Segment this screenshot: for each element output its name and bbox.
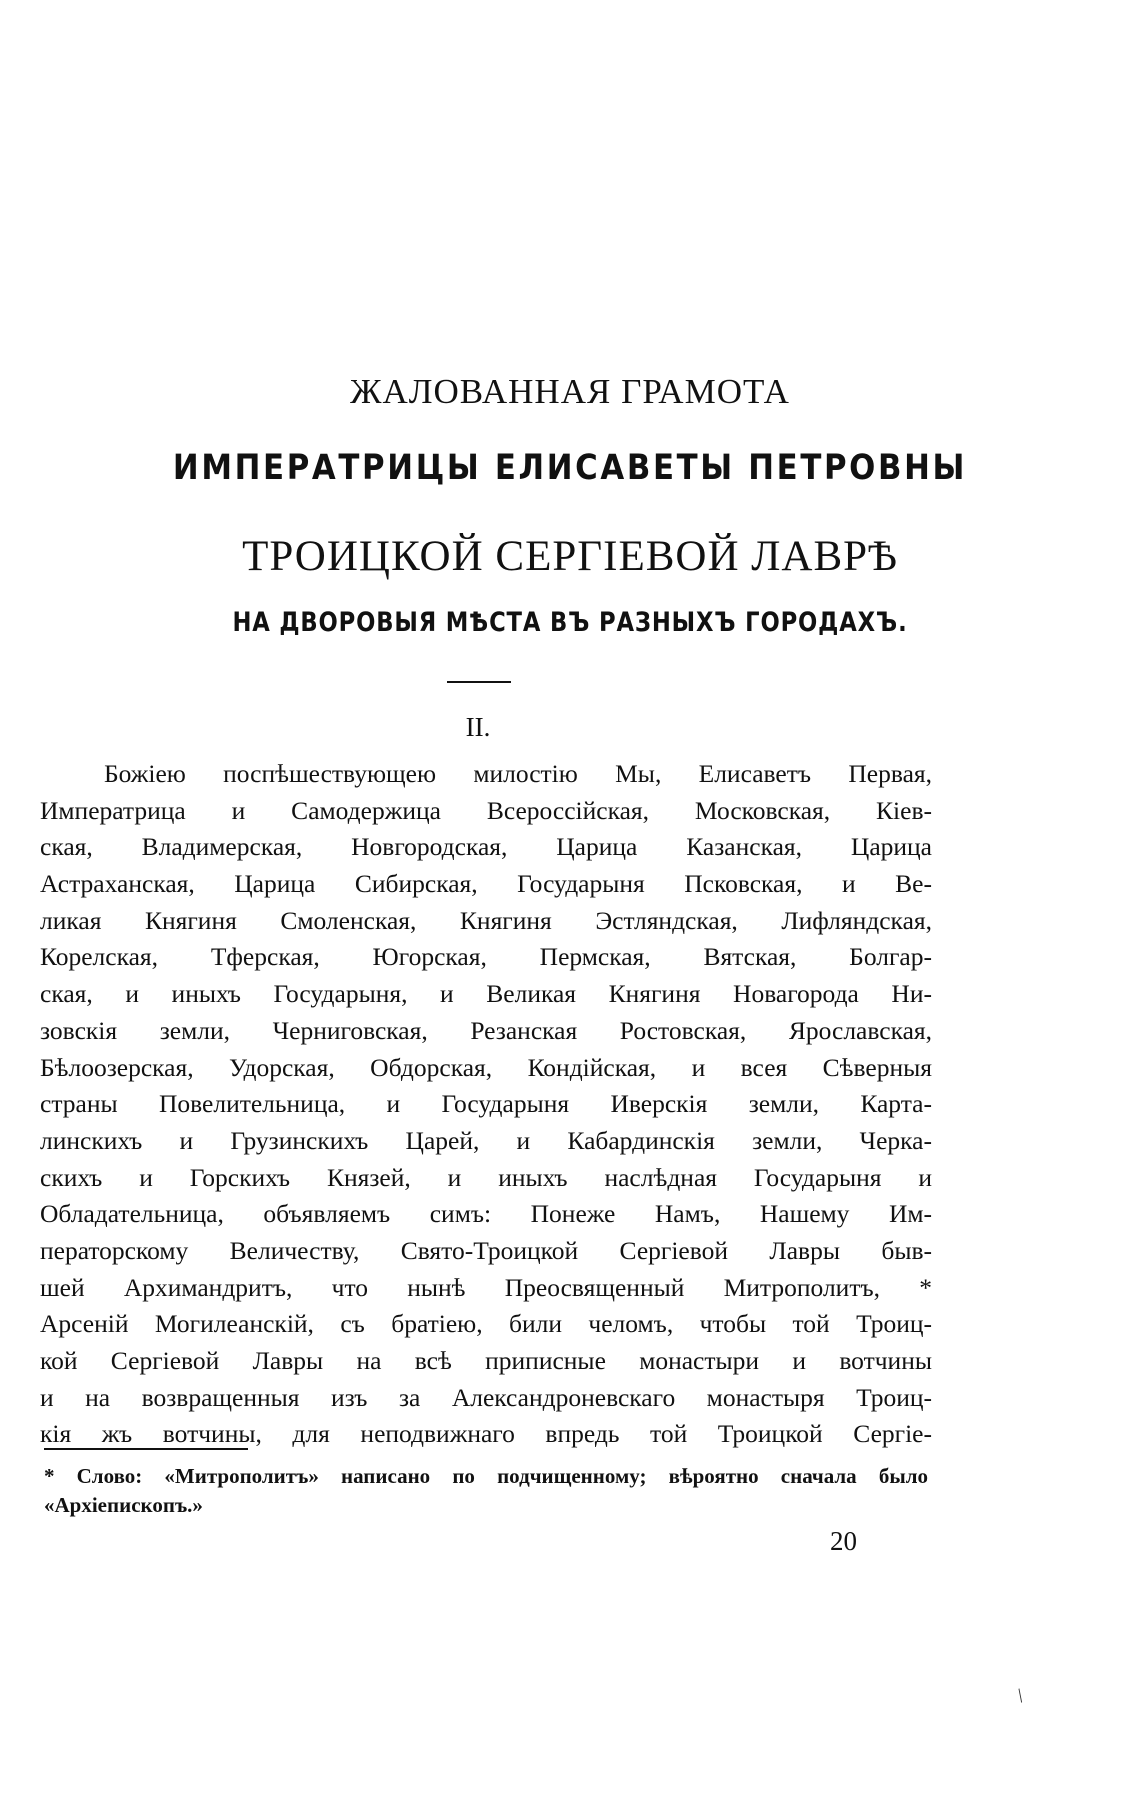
body-line: скихъ и Горскихъ Князей, и иныхъ наслѣдная Государыня и (40, 1162, 932, 1192)
body-line: Астраханская, Царица Сибирская, Государыня Псковская, и Ве- (40, 869, 932, 899)
body-line: зовскія земли, Черниговская, Резанская Ростовская, Ярославская, (40, 1015, 932, 1045)
body-line: ская, и иныхъ Государыня, и Великая Княгиня Новагорода Ни- (40, 979, 932, 1009)
body-line: Бѣлоозерская, Удорская, Обдорская, Кондійская, и всея Сѣверныя (40, 1052, 932, 1082)
body-line: кія жъ вотчины, для неподвижнаго впредь той Троицкой Сергіе- (40, 1419, 932, 1449)
body-line: Императрица и Самодержица Всероссійская, Московская, Кіев- (40, 795, 932, 825)
title-line-3: ТРОИЦКОЙ СЕРГІЕВОЙ ЛАВРѢ (242, 533, 898, 580)
page-number: 20 (830, 1526, 857, 1556)
body-line: линскихъ и Грузинскихъ Царей, и Кабардинскія земли, Черка- (40, 1125, 932, 1155)
body-line: Божіею поспѣшествующею милостію Мы, Елисаветъ Первая, (104, 759, 932, 788)
footnote-divider (44, 1448, 248, 1450)
body-line: Арсеній Могилеанскій, съ братіею, били челомъ, чтобы той Троиц- (40, 1309, 932, 1339)
margin-pencil-mark: / (1012, 1685, 1029, 1707)
body-line: Обладательница, объявляемъ симъ: Понеже Намъ, Нашему Им- (40, 1199, 932, 1229)
title-line-1: ЖАЛОВАННАЯ ГРАМОТА (350, 372, 790, 411)
body-text (40, 756, 932, 1453)
title-line-2: ИМПЕРАТРИЦЫ ЕЛИСАВЕТЫ ПЕТРОВНЫ (172, 448, 968, 488)
title-line-4: НА ДВОРОВЫЯ МѢСТА ВЪ РАЗНЫХЪ ГОРОДАХЪ. (232, 607, 908, 638)
body-line: страны Повелительница, и Государыня Иверскія земли, Карта- (40, 1089, 932, 1119)
body-line: ператорскому Величеству, Свято-Троицкой Сергіевой Лавры быв- (40, 1235, 932, 1265)
footnote (44, 1462, 928, 1520)
section-number: II. (465, 712, 491, 742)
footnote-line-1: * Слово: «Митрополитъ» написано по подчищенному; вѣроятно сначала было (44, 1464, 928, 1488)
body-line: ская, Владимерская, Новгородская, Царица Казанская, Царица (40, 832, 932, 862)
title-divider (447, 681, 511, 683)
body-line: кой Сергіевой Лавры на всѣ приписные монастыри и вотчины (40, 1346, 932, 1375)
body-line: и на возвращенныя изъ за Александроневскаго монастыря Троиц- (40, 1382, 932, 1412)
footnote-line-2: «Архіепископъ.» (44, 1493, 203, 1517)
body-line: Корелская, Тферская, Югорская, Пермская, Вятская, Болгар- (40, 942, 932, 972)
body-line: шей Архимандритъ, что нынѣ Преосвященный Митрополитъ, * (40, 1272, 932, 1302)
body-line: ликая Княгиня Смоленская, Княгиня Эстляндская, Лифляндская, (40, 905, 932, 935)
